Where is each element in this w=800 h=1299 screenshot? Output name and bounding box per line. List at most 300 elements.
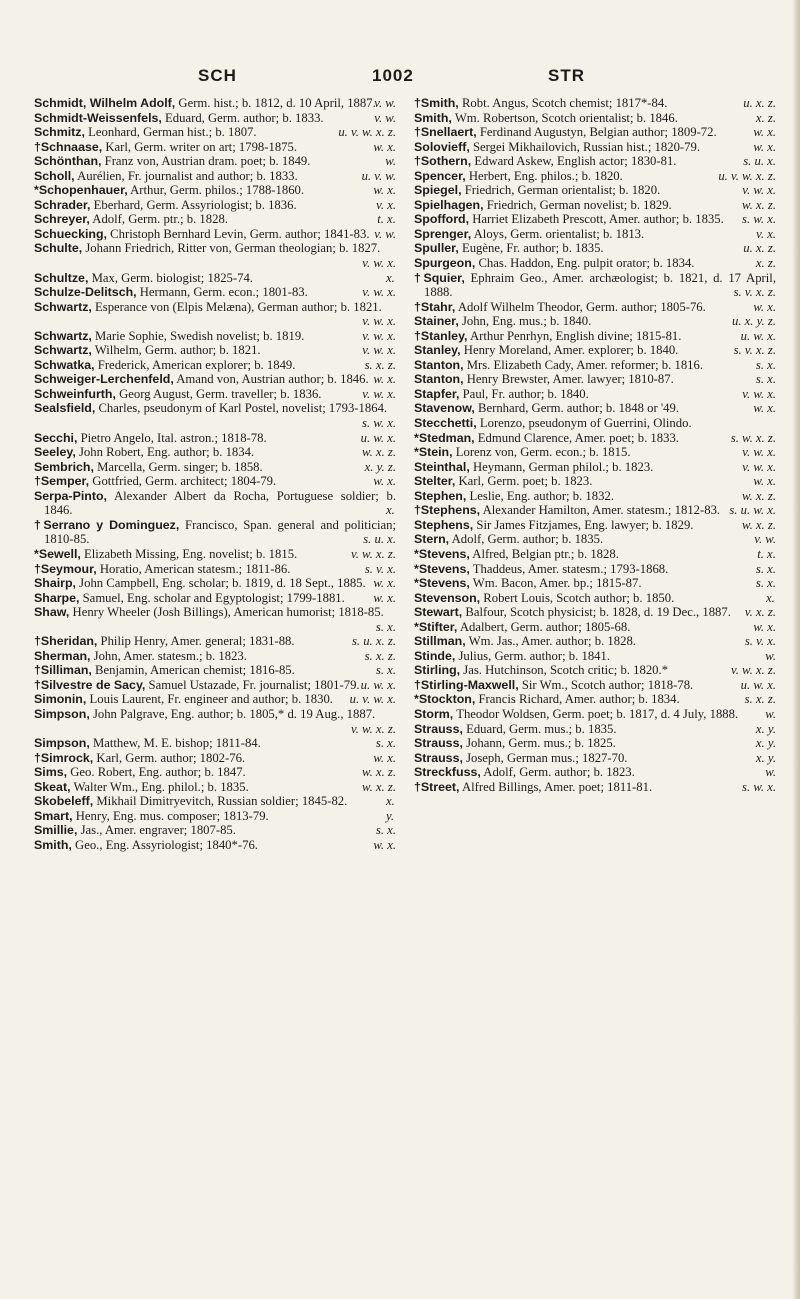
entry-source-codes: w. x. <box>373 837 396 852</box>
entry-source-codes: s. x. <box>755 372 776 387</box>
entry-source-codes: w. x. <box>753 139 776 154</box>
entry-source-codes: v. w. x. <box>362 314 396 329</box>
entry-description: Amand von, Austrian author; b. 1846. <box>176 372 369 387</box>
entry-description: Mrs. Elizabeth Cady, Amer. reformer; b. 1816. <box>466 357 704 372</box>
entry-source-codes: v. w. x. <box>362 343 396 358</box>
entry-description: Jas., Amer. engraver; 1807-85. <box>80 823 236 838</box>
entry-description: Christoph Bernhard Levin, Germ. author; 1841-83. <box>110 226 370 241</box>
entry-description: Johann Friedrich, Ritter von, German theologian; b. 1827. <box>85 241 381 256</box>
entry-name: *Stedman, <box>414 430 475 445</box>
entry-source-codes: w. x. <box>373 590 396 605</box>
entry-description: Walter Wm., Eng. philol.; b. 1835. <box>73 779 249 794</box>
entry-name: Solovieff, <box>414 139 470 154</box>
entry-name: Stainer, <box>414 314 459 329</box>
entry-source-codes: v. w. x. <box>742 459 776 474</box>
entry-description: Hermann, Germ. econ.; 1801-83. <box>139 285 308 300</box>
entry-source-codes: s. w. x. <box>362 416 396 431</box>
entry-description: Edward Askew, English actor; 1830-81. <box>474 154 677 169</box>
entry-source-codes: v. w. x. <box>362 328 396 343</box>
index-entry <box>34 765 396 780</box>
entry-source-codes: w. x. z. <box>742 517 776 532</box>
index-entry <box>414 489 776 504</box>
entry-name: Schwartz, <box>34 343 92 358</box>
page-number: 1002 <box>372 66 414 85</box>
entry-name: Sherman, <box>34 648 91 663</box>
entry-name: *Stockton, <box>414 692 476 707</box>
index-entry <box>414 605 776 620</box>
entry-description: Aloys, Germ. orientalist; b. 1813. <box>473 226 645 241</box>
index-entry <box>34 125 396 140</box>
entry-source-codes: s. u. x. z. <box>351 634 396 649</box>
index-entry <box>414 343 776 358</box>
entry-description: Arthur Penrhyn, English divine; 1815-81. <box>469 328 682 343</box>
entry-source-codes: s. v. x. <box>364 561 396 576</box>
entry-description: Francisco, Span. general and politician; 1810-85. <box>44 517 396 547</box>
entry-source-codes: s. x. <box>375 663 396 678</box>
entry-name: Sprenger, <box>414 226 472 241</box>
entry-name: Smith, <box>414 110 452 125</box>
entry-description: Joseph, German mus.; 1827-70. <box>466 750 628 765</box>
entry-description: Alfred, Belgian ptr.; b. 1828. <box>472 546 619 561</box>
entry-source-codes: w. x. <box>373 576 396 591</box>
entry-name: Stewart, <box>414 605 463 620</box>
entry-name: Smillie, <box>34 823 78 838</box>
entry-description: Horatio, American statesm.; 1811-86. <box>99 561 291 576</box>
index-entry <box>34 663 396 678</box>
entry-description: Henry Brewster, Amer. lawyer; 1810-87. <box>466 372 674 387</box>
index-entry <box>34 111 396 126</box>
entry-name: Spencer, <box>414 168 466 183</box>
entry-source-codes: u. v. w. <box>361 168 396 183</box>
entry-source-codes: s. v. x. z. <box>733 285 776 300</box>
index-entry <box>34 329 396 344</box>
entry-description: Lorenz von, Germ. econ.; b. 1815. <box>455 445 631 460</box>
index-entry <box>414 503 776 518</box>
entry-name: Schulte, <box>34 241 83 256</box>
entry-name: Spiegel, <box>414 183 462 198</box>
index-entry <box>34 605 396 634</box>
entry-name: Schultze, <box>34 270 89 285</box>
index-entry <box>34 576 396 591</box>
index-entry <box>414 736 776 751</box>
entry-description: Robert Louis, Scotch author; b. 1850. <box>483 590 675 605</box>
entry-source-codes: s. w. x. <box>742 212 776 227</box>
index-entry <box>414 780 776 795</box>
entry-name: Sims, <box>34 765 68 780</box>
index-entry <box>414 401 776 416</box>
entry-description: Geo. Robert, Eng. author; b. 1847. <box>70 765 246 780</box>
entry-name: Stecchetti, <box>414 416 477 431</box>
index-entry <box>414 212 776 227</box>
entry-source-codes: s. v. x. <box>744 634 776 649</box>
entry-source-codes: x. <box>386 270 395 285</box>
right-column <box>414 96 776 794</box>
index-entry <box>414 722 776 737</box>
entry-name: Spofford, <box>414 212 470 227</box>
index-entry <box>414 271 776 300</box>
entry-description: Pietro Angelo, Ital. astron.; 1818-78. <box>80 430 267 445</box>
entry-description: Frederick, American explorer; b. 1849. <box>97 357 296 372</box>
entry-description: Philip Henry, Amer. general; 1831-88. <box>100 634 295 649</box>
entry-name: †Stanley, <box>414 328 468 343</box>
left-column <box>34 96 396 852</box>
entry-description: Eduard, Germ. mus.; b. 1835. <box>466 721 617 736</box>
entry-name: *Stevens, <box>414 546 470 561</box>
entry-name: Skobeleff, <box>34 794 94 809</box>
entry-source-codes: s. u. w. x. <box>729 503 776 518</box>
entry-name: Stillman, <box>414 634 466 649</box>
entry-description: Marcella, Germ. singer; b. 1858. <box>97 459 263 474</box>
index-entry <box>414 358 776 373</box>
entry-source-codes: w. x. <box>373 372 396 387</box>
entry-description: Wm. Bacon, Amer. bp.; 1815-87. <box>472 576 642 591</box>
entry-description: Lorenzo, pseudonym of Guerrini, Olindo. <box>479 416 692 431</box>
entry-description: Louis Laurent, Fr. engineer and author; b. 1830. <box>89 692 333 707</box>
entry-name: Schmidt-Weissenfels, <box>34 110 162 125</box>
entry-name: †Semper, <box>34 474 90 489</box>
entry-name: Stavenow, <box>414 401 475 416</box>
entry-source-codes: v. w. <box>374 96 396 110</box>
index-entry <box>414 751 776 766</box>
entry-name: Schulze-Delitsch, <box>34 285 137 300</box>
index-entry <box>34 780 396 795</box>
index-entry <box>34 489 396 518</box>
index-entry <box>34 271 396 286</box>
index-entry <box>34 692 396 707</box>
index-entry <box>34 358 396 373</box>
entry-description: Friedrich, German novelist; b. 1829. <box>486 197 672 212</box>
entry-name: †Squier, <box>414 270 465 285</box>
entry-description: Adalbert, Germ. author; 1805-68. <box>459 619 631 634</box>
entry-description: Karl, Germ. poet; b. 1823. <box>458 474 593 489</box>
index-entry <box>414 663 776 678</box>
entry-source-codes: t. x. <box>757 546 776 561</box>
entry-description: Henry Wheeler (Josh Billings), American humorist; 1818-85. <box>72 605 384 620</box>
entry-source-codes: y. <box>386 808 395 823</box>
index-entry <box>34 198 396 213</box>
entry-description: Franz von, Austrian dram. poet; b. 1849. <box>104 154 311 169</box>
index-entry <box>34 634 396 649</box>
entry-name: Schuecking, <box>34 226 107 241</box>
index-entry <box>34 431 396 446</box>
index-entry <box>414 634 776 649</box>
entry-description: Thaddeus, Amer. statesm.; 1793-1868. <box>472 561 669 576</box>
entry-source-codes: w. x. <box>753 474 776 489</box>
entry-description: Charles, pseudonym of Karl Postel, novelist; 1793-1864. <box>98 401 388 416</box>
entry-name: †Schnaase, <box>34 139 103 154</box>
entry-name: Shaw, <box>34 605 70 620</box>
entry-source-codes: s. v. x. z. <box>733 343 776 358</box>
index-entry <box>34 707 396 736</box>
index-entry <box>414 576 776 591</box>
index-entry <box>34 736 396 751</box>
entry-name: Stephen, <box>414 488 467 503</box>
index-entry <box>414 765 776 780</box>
index-entry <box>414 387 776 402</box>
entry-description: John Campbell, Eng. scholar; b. 1819, d. 18 Sept., 1885. <box>79 576 366 591</box>
entry-name: Simpson, <box>34 736 90 751</box>
index-entry <box>34 518 396 547</box>
index-entry <box>34 445 396 460</box>
entry-description: Wilhelm, Germ. author; b. 1821. <box>94 343 261 358</box>
index-entry <box>414 183 776 198</box>
entry-name: Stanley, <box>414 343 461 358</box>
entry-name: Skeat, <box>34 779 71 794</box>
entry-description: Alfred Billings, Amer. poet; 1811-81. <box>461 779 653 794</box>
entry-description: John Robert, Eng. author; b. 1834. <box>78 445 255 460</box>
index-entry <box>34 562 396 577</box>
entry-source-codes: v. x. z. <box>744 605 776 620</box>
entry-name: Stephens, <box>414 517 474 532</box>
entry-description: Leslie, Eng. author; b. 1832. <box>469 488 614 503</box>
entry-source-codes: s. x. <box>755 357 776 372</box>
entry-source-codes: v. w. x. <box>362 285 396 300</box>
entry-name: Schmidt, Wilhelm Adolf, <box>34 96 176 110</box>
entry-source-codes: v. w. x. <box>362 256 396 271</box>
index-entry <box>34 183 396 198</box>
entry-name: Shairp, <box>34 576 76 591</box>
index-entry <box>414 416 776 431</box>
entry-source-codes: w. x. z. <box>362 779 396 794</box>
entry-name: *Schopenhauer, <box>34 183 128 198</box>
entry-source-codes: s. x. z. <box>364 648 396 663</box>
index-entry <box>34 212 396 227</box>
entry-source-codes: v. w. x. <box>742 183 776 198</box>
index-entry <box>414 314 776 329</box>
entry-name: Schwatka, <box>34 357 95 372</box>
index-entry <box>34 285 396 300</box>
index-entry <box>34 794 396 809</box>
header-left-guide-word: SCH <box>198 66 237 85</box>
index-entry <box>414 591 776 606</box>
entry-source-codes: w. <box>765 765 776 780</box>
index-entry <box>34 96 396 111</box>
entry-name: Schwartz, <box>34 299 92 314</box>
entry-description: Harriet Elizabeth Prescott, Amer. author; b. 1835. <box>472 212 724 227</box>
index-entry <box>34 227 396 242</box>
index-entry <box>414 372 776 387</box>
index-entry <box>34 823 396 838</box>
entry-description: Edmund Clarence, Amer. poet; b. 1833. <box>477 430 679 445</box>
index-entry <box>34 809 396 824</box>
entry-source-codes: x. z. <box>755 110 776 125</box>
entry-name: *Stevens, <box>414 576 470 591</box>
entry-source-codes: x. y. z. <box>364 459 396 474</box>
entry-description: Jas. Hutchinson, Scotch critic; b. 1820.* <box>463 663 669 678</box>
entry-source-codes: s. u. x. <box>363 532 396 547</box>
entry-source-codes: v. x. <box>756 226 776 241</box>
entry-source-codes: w. x. z. <box>742 197 776 212</box>
entry-description: Adolf, Germ. ptr.; b. 1828. <box>92 212 228 227</box>
entry-source-codes: w. x. <box>753 401 776 416</box>
index-entry <box>414 678 776 693</box>
entry-name: *Stevens, <box>414 561 470 576</box>
entry-source-codes: w. x. <box>373 474 396 489</box>
index-entry <box>414 154 776 169</box>
entry-description: Karl, Germ. author; 1802-76. <box>96 750 246 765</box>
entry-description: Francis Richard, Amer. author; b. 1834. <box>478 692 680 707</box>
entry-source-codes: v. w. <box>754 532 776 547</box>
entry-description: Georg August, Germ. traveller; b. 1836. <box>119 386 322 401</box>
entry-description: Samuel Ustazade, Fr. journalist; 1801-79. <box>148 677 360 692</box>
entry-description: Eduard, Germ. author; b. 1833. <box>165 110 324 125</box>
index-entry <box>414 445 776 460</box>
entry-description: Balfour, Scotch physicist; b. 1828, d. 19 Dec., 1887. <box>465 605 731 620</box>
entry-description: Gottfried, Germ. architect; 1804-79. <box>92 474 277 489</box>
entry-name: Smart, <box>34 808 73 823</box>
entry-source-codes: u. v. w. x. z. <box>338 125 396 140</box>
entry-description: Samuel, Eng. scholar and Egyptologist; 1799-1881. <box>82 590 345 605</box>
entry-name: †Sheridan, <box>34 634 98 649</box>
header-right-guide-word: STR <box>548 66 585 85</box>
index-entry <box>414 329 776 344</box>
entry-name: †Silvestre de Sacy, <box>34 677 146 692</box>
index-entry <box>414 474 776 489</box>
entry-name: Schmitz, <box>34 125 85 140</box>
entry-source-codes: x. <box>386 503 395 518</box>
index-entry <box>34 154 396 169</box>
entry-description: Sir Wm., Scotch author; 1818-78. <box>521 677 694 692</box>
entry-description: Benjamin, American chemist; 1816-85. <box>95 663 295 678</box>
index-entry <box>414 562 776 577</box>
entry-description: Leonhard, German hist.; b. 1807. <box>88 125 257 140</box>
entry-source-codes: x. <box>766 590 775 605</box>
entry-source-codes: w. <box>765 706 776 721</box>
entry-source-codes: v. w. <box>374 110 396 125</box>
entry-name: †Snellaert, <box>414 125 477 140</box>
index-entry <box>34 140 396 155</box>
index-entry <box>414 620 776 635</box>
entry-name: Smith, <box>34 837 72 852</box>
index-entry <box>34 241 396 270</box>
entry-source-codes: s. w. x. <box>742 779 776 794</box>
entry-name: Stelter, <box>414 474 456 489</box>
entry-description: Mikhail Dimitryevitch, Russian soldier; 1845-82. <box>96 794 348 809</box>
index-entry <box>414 692 776 707</box>
entry-name: Spurgeon, <box>414 256 476 271</box>
entry-name: Stevenson, <box>414 590 481 605</box>
entry-source-codes: s. x. <box>755 561 776 576</box>
index-entry <box>34 649 396 664</box>
entry-name: Stanton, <box>414 357 464 372</box>
index-entry <box>34 169 396 184</box>
index-entry <box>34 460 396 475</box>
entry-name: †Smith, <box>414 96 459 110</box>
index-entry <box>34 401 396 430</box>
entry-description: Adolf, Germ. author; b. 1835. <box>451 532 604 547</box>
entry-description: Marie Sophie, Swedish novelist; b. 1819. <box>95 328 305 343</box>
entry-description: Johann, Germ. mus.; b. 1825. <box>466 736 616 751</box>
index-entry <box>34 372 396 387</box>
entry-description: Elizabeth Missing, Eng. novelist; b. 1815. <box>84 546 298 561</box>
entry-name: †Silliman, <box>34 663 92 678</box>
index-entry <box>34 300 396 329</box>
entry-source-codes: u. w. x. <box>740 328 776 343</box>
entry-name: *Stifter, <box>414 619 458 634</box>
entry-source-codes: x. y. <box>755 736 776 751</box>
index-entry <box>414 649 776 664</box>
entry-source-codes: u. w. x. <box>360 677 396 692</box>
entry-source-codes: u. v. w. x. <box>349 692 396 707</box>
entry-name: Schwartz, <box>34 328 92 343</box>
entry-description: Max, Germ. biologist; 1825-74. <box>91 270 253 285</box>
entry-source-codes: u. x. z. <box>743 96 776 110</box>
entry-description: Henry, Eng. mus. composer; 1813-79. <box>75 808 269 823</box>
index-entry <box>414 431 776 446</box>
entry-description: Wm. Jas., Amer. author; b. 1828. <box>468 634 636 649</box>
entry-description: Henry Moreland, Amer. explorer; b. 1840. <box>463 343 679 358</box>
entry-name: Serpa-Pinto, <box>34 488 107 503</box>
entry-source-codes: w. x. <box>753 619 776 634</box>
entry-name: Strauss, <box>414 721 463 736</box>
entry-description: Eberhard, Germ. Assyriologist; b. 1836. <box>93 197 297 212</box>
index-entry <box>414 256 776 271</box>
entry-name: Streckfuss, <box>414 765 481 780</box>
entry-description: Julius, Germ. author; b. 1841. <box>458 648 611 663</box>
entry-name: Stanton, <box>414 372 464 387</box>
entry-description: Bernhard, Germ. author; b. 1848 or '49. <box>478 401 680 416</box>
entry-source-codes: v. w. x. <box>362 386 396 401</box>
entry-source-codes: w. x. <box>753 299 776 314</box>
entry-source-codes: u. w. x. <box>360 430 396 445</box>
entry-name: Spielhagen, <box>414 197 484 212</box>
entry-name: Schönthan, <box>34 154 102 169</box>
entry-source-codes: x. z. <box>755 256 776 271</box>
entry-description: Adolf, Germ. author; b. 1823. <box>483 765 635 780</box>
index-entry <box>414 547 776 562</box>
entry-description: Herbert, Eng. philos.; b. 1820. <box>468 168 623 183</box>
entry-name: †Stirling-Maxwell, <box>414 677 519 692</box>
entry-source-codes: s. w. x. z. <box>730 430 776 445</box>
entry-description: Geo., Eng. Assyriologist; 1840*-76. <box>75 837 258 852</box>
entry-source-codes: x. y. <box>755 721 776 736</box>
entry-source-codes: v. x. <box>376 197 396 212</box>
index-entry <box>414 532 776 547</box>
entry-source-codes: s. x. <box>375 619 396 634</box>
index-entry <box>414 460 776 475</box>
entry-source-codes: w. x. <box>373 750 396 765</box>
index-entry <box>34 678 396 693</box>
page-edge-shadow <box>792 0 800 1299</box>
index-entry <box>414 96 776 111</box>
entry-name: *Stein, <box>414 445 453 460</box>
entry-source-codes: s. x. z. <box>744 692 776 707</box>
entry-description: Sir James Fitzjames, Eng. lawyer; b. 1829. <box>476 517 694 532</box>
index-entry <box>34 343 396 358</box>
entry-source-codes: w. x. <box>373 139 396 154</box>
entry-source-codes: v. w. x. <box>742 386 776 401</box>
entry-description: Chas. Haddon, Eng. pulpit orator; b. 1834. <box>478 256 695 271</box>
entry-source-codes: w. x. z. <box>362 445 396 460</box>
entry-name: †Sothern, <box>414 154 472 169</box>
entry-description: Germ. hist.; b. 1812, d. 10 April, 1887. <box>178 96 376 110</box>
entry-name: Simonin, <box>34 692 87 707</box>
entry-description: Arthur, Germ. philos.; 1788-1860. <box>130 183 305 198</box>
entry-source-codes: w. x. <box>753 125 776 140</box>
entry-name: †Seymour, <box>34 561 97 576</box>
index-entry <box>414 111 776 126</box>
index-entry <box>414 300 776 315</box>
entry-description: Wm. Robertson, Scotch orientalist; b. 1846. <box>454 110 678 125</box>
entry-name: Simpson, <box>34 706 90 721</box>
entry-source-codes: w. <box>385 154 396 169</box>
entry-description: Paul, Fr. author; b. 1840. <box>462 386 589 401</box>
entry-description: Alexander Albert da Rocha, Portuguese soldier; b. 1846. <box>44 488 396 518</box>
index-entry <box>414 169 776 184</box>
entry-description: Eugène, Fr. author; b. 1835. <box>461 241 604 256</box>
entry-source-codes: w. x. z. <box>362 765 396 780</box>
entry-source-codes: w. x. <box>373 183 396 198</box>
